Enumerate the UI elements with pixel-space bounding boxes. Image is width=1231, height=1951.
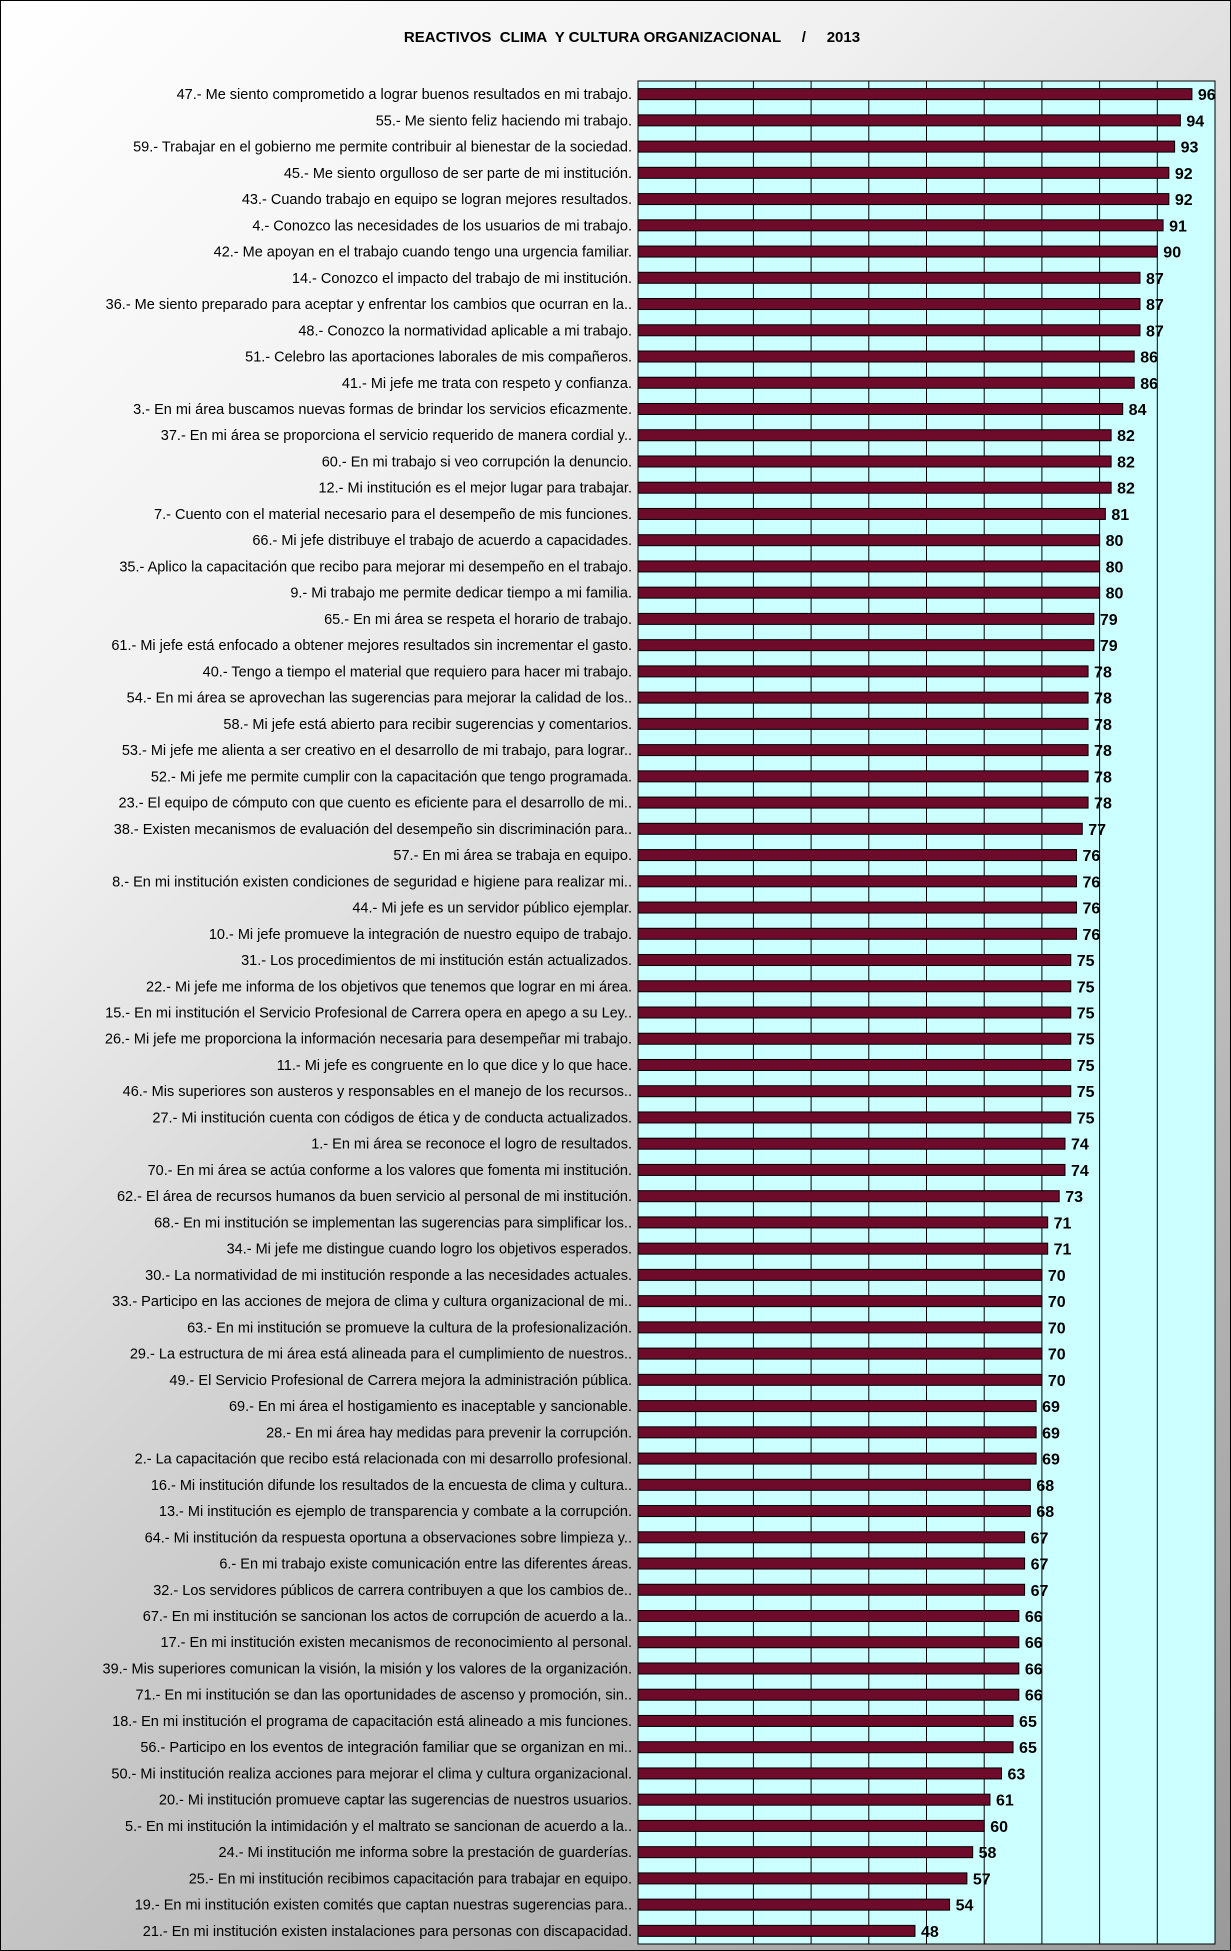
bar xyxy=(638,272,1140,283)
value-label: 67 xyxy=(1030,1530,1049,1548)
bar xyxy=(638,1611,1019,1622)
category-label: 70.- En mi área se actúa conforme a los valores que fomenta mi institución. xyxy=(147,1162,632,1179)
bar xyxy=(638,194,1169,205)
bar xyxy=(638,666,1088,677)
bar xyxy=(638,141,1175,152)
bar xyxy=(638,1637,1019,1648)
value-label: 67 xyxy=(1030,1582,1049,1600)
bar xyxy=(638,1715,1013,1726)
bar xyxy=(638,220,1163,231)
chart-title: REACTIVOS CLIMA Y CULTURA ORGANIZACIONAL / 2013 xyxy=(403,29,861,46)
category-label: 71.- En mi institución se dan las oportunidades de ascenso y promoción, sin.. xyxy=(135,1687,632,1704)
category-label: 64.- Mi institución da respuesta oportuna a observaciones sobre limpieza y.. xyxy=(144,1530,632,1547)
value-label: 70 xyxy=(1047,1346,1066,1364)
value-label: 57 xyxy=(972,1871,991,1889)
value-label: 86 xyxy=(1140,375,1159,393)
category-label: 43.- Cuando trabajo en equipo se logran mejores resultados. xyxy=(241,192,632,209)
category-label: 59.- Trabajar en el gobierno me permite contribuir al bienestar de la sociedad. xyxy=(133,139,632,156)
category-label: 63.- En mi institución se promueve la cultura de la profesionalización. xyxy=(187,1320,632,1337)
bar-chart xyxy=(1,1,1230,1950)
value-label: 61 xyxy=(995,1792,1014,1810)
bar xyxy=(638,403,1123,414)
bar xyxy=(638,430,1111,441)
bar xyxy=(638,1689,1019,1700)
category-label: 18.- En mi institución el programa de capacitación está alineado a mis funciones. xyxy=(112,1713,632,1730)
bar xyxy=(638,508,1105,519)
value-label: 75 xyxy=(1076,979,1095,997)
bar xyxy=(638,482,1111,493)
category-label: 54.- En mi área se aprovechan las sugerencias para mejorar la calidad de los.. xyxy=(126,690,632,707)
value-label: 63 xyxy=(1007,1766,1026,1784)
category-label: 9.- Mi trabajo me permite dedicar tiempo a mi familia. xyxy=(290,585,632,602)
category-label: 41.- Mi jefe me trata con respeto y confianza. xyxy=(341,375,632,392)
bar xyxy=(638,115,1180,126)
value-label: 77 xyxy=(1088,821,1107,839)
bar xyxy=(638,797,1088,808)
category-label: 4.- Conozco las necesidades de los usuarios de mi trabajo. xyxy=(252,218,632,235)
bar xyxy=(638,1269,1042,1280)
value-label: 81 xyxy=(1111,506,1130,524)
category-label: 13.- Mi institución es ejemplo de transparencia y combate a la corrupción. xyxy=(158,1504,632,1521)
bar xyxy=(638,1033,1071,1044)
bar xyxy=(638,561,1100,572)
category-label: 2.- La capacitación que recibo está relacionada con mi desarrollo profesional. xyxy=(134,1451,632,1468)
category-label: 45.- Me siento orgulloso de ser parte de mi institución. xyxy=(283,165,632,182)
value-label: 69 xyxy=(1042,1425,1060,1443)
bar xyxy=(638,1584,1025,1595)
bar xyxy=(638,1374,1042,1385)
value-label: 76 xyxy=(1082,874,1101,892)
bar xyxy=(638,1558,1025,1569)
category-label: 51.- Celebro las aportaciones laborales de mis compañeros. xyxy=(245,349,632,366)
bar xyxy=(638,351,1134,362)
value-label: 68 xyxy=(1036,1477,1055,1495)
value-label: 78 xyxy=(1094,795,1112,813)
value-label: 65 xyxy=(1019,1740,1037,1758)
bar xyxy=(638,1007,1071,1018)
bar xyxy=(638,1086,1071,1097)
value-label: 87 xyxy=(1145,323,1164,341)
category-label: 31.- Los procedimientos de mi institución están actualizados. xyxy=(241,953,632,970)
category-label: 38.- Existen mecanismos de evaluación del desempeño sin discriminación para.. xyxy=(113,821,632,838)
value-label: 74 xyxy=(1070,1136,1089,1154)
category-label: 20.- Mi institución promueve captar las sugerencias de nuestros usuarios. xyxy=(158,1792,632,1809)
bar xyxy=(638,955,1071,966)
value-label: 69 xyxy=(1042,1451,1060,1469)
value-label: 82 xyxy=(1117,428,1135,446)
bar xyxy=(638,1112,1071,1123)
value-label: 75 xyxy=(1076,1110,1095,1128)
bar xyxy=(638,823,1082,834)
value-label: 70 xyxy=(1047,1294,1066,1312)
value-label: 78 xyxy=(1094,664,1112,682)
bar xyxy=(638,1059,1071,1070)
value-label: 80 xyxy=(1105,533,1124,551)
value-label: 58 xyxy=(978,1845,997,1863)
bar xyxy=(638,587,1100,598)
category-label: 26.- Mi jefe me proporciona la información necesaria para desempeñar mi trabajo. xyxy=(104,1031,632,1048)
bar xyxy=(638,981,1071,992)
category-label: 58.- Mi jefe está abierto para recibir sugerencias y comentarios. xyxy=(223,716,632,733)
category-label: 10.- Mi jefe promueve la integración de nuestro equipo de trabajo. xyxy=(208,926,632,943)
bar xyxy=(638,718,1088,729)
category-label: 16.- Mi institución difunde los resultados de la encuesta de clima y cultura.. xyxy=(150,1477,632,1494)
bar xyxy=(638,1348,1042,1359)
bar xyxy=(638,246,1157,257)
category-label: 5.- En mi institución la intimidación y el maltrato se sancionan de acuerdo a la.. xyxy=(125,1818,632,1835)
value-label: 78 xyxy=(1094,690,1112,708)
value-label: 79 xyxy=(1099,638,1118,656)
category-label: 65.- En mi área se respeta el horario de trabajo. xyxy=(324,611,632,628)
bar xyxy=(638,1322,1042,1333)
category-label: 42.- Me apoyan en el trabajo cuando tengo una urgencia familiar. xyxy=(213,244,632,261)
bar xyxy=(638,1899,950,1910)
bar xyxy=(638,1138,1065,1149)
value-label: 70 xyxy=(1047,1267,1066,1285)
category-label: 34.- Mi jefe me distingue cuando logro los objetivos esperados. xyxy=(226,1241,632,1258)
bar xyxy=(638,745,1088,756)
value-label: 92 xyxy=(1174,165,1193,183)
category-label: 50.- Mi institución realiza acciones para mejorar el clima y cultura organizacional. xyxy=(111,1766,632,1783)
category-label: 40.- Tengo a tiempo el material que requiero para hacer mi trabajo. xyxy=(202,664,632,681)
category-label: 62.- El área de recursos humanos da buen servicio al personal de mi institución. xyxy=(116,1189,632,1206)
category-label: 21.- En mi institución existen instalaciones para personas con discapacidad. xyxy=(142,1923,632,1940)
value-label: 84 xyxy=(1128,401,1147,419)
category-label: 36.- Me siento preparado para aceptar y enfrentar los cambios que ocurran en la.. xyxy=(105,297,632,314)
category-label: 1.- En mi área se reconoce el logro de resultados. xyxy=(311,1136,632,1153)
bar xyxy=(638,640,1094,651)
category-label: 17.- En mi institución existen mecanismos de reconocimiento al personal. xyxy=(160,1635,632,1652)
category-label: 3.- En mi área buscamos nuevas formas de brindar los servicios eficazmente. xyxy=(133,401,632,418)
category-label: 27.- Mi institución cuenta con códigos de ética y de conducta actualizados. xyxy=(152,1110,632,1127)
bar xyxy=(638,1217,1048,1228)
category-label: 35.- Aplico la capacitación que recibo para mejorar mi desempeño en el trabajo. xyxy=(119,559,632,576)
value-label: 75 xyxy=(1076,1005,1095,1023)
category-label: 60.- En mi trabajo si veo corrupción la denuncio. xyxy=(321,454,632,471)
value-label: 82 xyxy=(1117,480,1135,498)
category-label: 30.- La normatividad de mi institución responde a las necesidades actuales. xyxy=(145,1267,632,1284)
category-label: 22.- Mi jefe me informa de los objetivos que tenemos que lograr en mi área. xyxy=(146,979,632,996)
category-label: 46.- Mis superiores son austeros y responsables en el manejo de los recursos.. xyxy=(122,1084,632,1101)
bar xyxy=(638,1479,1030,1490)
bar xyxy=(638,928,1077,939)
value-label: 78 xyxy=(1094,743,1112,761)
bar xyxy=(638,1820,984,1831)
value-label: 86 xyxy=(1140,349,1159,367)
bar xyxy=(638,1427,1036,1438)
bar xyxy=(638,1401,1036,1412)
bar xyxy=(638,1873,967,1884)
category-label: 47.- Me siento comprometido a lograr buenos resultados en mi trabajo. xyxy=(176,87,632,104)
category-label: 11.- Mi jefe es congruente en lo que dice y lo que hace. xyxy=(276,1057,632,1074)
category-label: 23.- El equipo de cómputo con que cuento es eficiente para el desarrollo de mi.. xyxy=(118,795,632,812)
value-label: 76 xyxy=(1082,900,1101,918)
category-label: 44.- Mi jefe es un servidor público ejemplar. xyxy=(352,900,632,917)
bar xyxy=(638,299,1140,310)
bar xyxy=(638,535,1100,546)
category-label: 37.- En mi área se proporciona el servicio requerido de manera cordial y.. xyxy=(160,428,632,445)
value-label: 93 xyxy=(1180,139,1199,157)
bar xyxy=(638,1925,915,1936)
bar xyxy=(638,1453,1036,1464)
value-label: 66 xyxy=(1024,1661,1043,1679)
category-label: 28.- En mi área hay medidas para prevenir la corrupción. xyxy=(266,1425,632,1442)
value-label: 78 xyxy=(1094,716,1112,734)
value-label: 70 xyxy=(1047,1372,1066,1390)
category-label: 69.- En mi área el hostigamiento es inaceptable y sancionable. xyxy=(228,1399,632,1416)
value-label: 66 xyxy=(1024,1609,1043,1627)
category-label: 68.- En mi institución se implementan las sugerencias para simplificar los.. xyxy=(154,1215,632,1232)
value-label: 82 xyxy=(1117,454,1135,472)
value-label: 87 xyxy=(1145,270,1164,288)
bar xyxy=(638,1296,1042,1307)
category-label: 52.- Mi jefe me permite cumplir con la capacitación que tengo programada. xyxy=(150,769,632,786)
value-label: 79 xyxy=(1099,611,1118,629)
bar xyxy=(638,850,1077,861)
value-label: 54 xyxy=(955,1897,974,1915)
category-label: 19.- En mi institución existen comités que captan nuestras sugerencias para.. xyxy=(134,1897,632,1914)
category-label: 48.- Conozco la normatividad aplicable a mi trabajo. xyxy=(298,323,632,340)
value-label: 75 xyxy=(1076,953,1095,971)
value-label: 71 xyxy=(1053,1241,1072,1259)
bar xyxy=(638,1768,1002,1779)
category-label: 12.- Mi institución es el mejor lugar para trabajar. xyxy=(318,480,632,497)
value-label: 78 xyxy=(1094,769,1112,787)
category-label: 25.- En mi institución recibimos capacitación para trabajar en equipo. xyxy=(188,1871,632,1888)
category-label: 33.- Participo en las acciones de mejora de clima y cultura organizacional de mi.. xyxy=(112,1294,632,1311)
category-label: 55.- Me siento feliz haciendo mi trabajo. xyxy=(375,113,632,130)
value-label: 96 xyxy=(1197,87,1216,105)
bar xyxy=(638,456,1111,467)
bar xyxy=(638,771,1088,782)
value-label: 65 xyxy=(1019,1713,1037,1731)
category-label: 61.- Mi jefe está enfocado a obtener mejores resultados sin incrementar el gasto. xyxy=(111,638,632,655)
category-label: 15.- En mi institución el Servicio Profesional de Carrera opera en apego a su Ley.. xyxy=(105,1005,632,1022)
category-label: 8.- En mi institución existen condiciones de seguridad e higiene para realizar mi.. xyxy=(112,874,632,891)
value-label: 60 xyxy=(990,1818,1008,1836)
category-label: 67.- En mi institución se sancionan los actos de corrupción de acuerdo a la.. xyxy=(142,1609,632,1626)
category-label: 7.- Cuento con el material necesario para el desempeño de mis funciones. xyxy=(154,506,632,523)
value-label: 76 xyxy=(1082,926,1101,944)
value-label: 70 xyxy=(1047,1320,1066,1338)
value-label: 94 xyxy=(1186,113,1205,131)
category-label: 24.- Mi institución me informa sobre la prestación de guarderías. xyxy=(218,1845,632,1862)
value-label: 75 xyxy=(1076,1031,1095,1049)
value-label: 80 xyxy=(1105,585,1124,603)
value-label: 48 xyxy=(920,1923,939,1941)
bar xyxy=(638,325,1140,336)
value-label: 75 xyxy=(1076,1084,1095,1102)
bar xyxy=(638,1794,990,1805)
bar xyxy=(638,1663,1019,1674)
category-label: 56.- Participo en los eventos de integración familiar que se organizan en mi.. xyxy=(140,1740,632,1757)
category-label: 39.- Mis superiores comunican la visión, la misión y los valores de la organización. xyxy=(102,1661,632,1678)
bar xyxy=(638,692,1088,703)
value-label: 73 xyxy=(1065,1189,1084,1207)
value-label: 92 xyxy=(1174,192,1193,210)
bar xyxy=(638,1506,1030,1517)
bar xyxy=(638,1243,1048,1254)
bar xyxy=(638,876,1077,887)
value-label: 75 xyxy=(1076,1057,1095,1075)
bar xyxy=(638,377,1134,388)
category-label: 29.- La estructura de mi área está alineada para el cumplimiento de nuestros.. xyxy=(129,1346,632,1363)
value-label: 91 xyxy=(1169,218,1187,236)
value-label: 69 xyxy=(1042,1399,1060,1417)
category-label: 53.- Mi jefe me alienta a ser creativo en el desarrollo de mi trabajo, para lograr.. xyxy=(121,743,632,760)
bar xyxy=(638,1164,1065,1175)
value-label: 80 xyxy=(1105,559,1124,577)
value-label: 68 xyxy=(1036,1504,1055,1522)
bar xyxy=(638,167,1169,178)
value-label: 76 xyxy=(1082,848,1101,866)
category-label: 14.- Conozco el impacto del trabajo de mi institución. xyxy=(291,270,632,287)
bar xyxy=(638,1847,973,1858)
category-label: 57.- En mi área se trabaja en equipo. xyxy=(393,848,632,865)
bar xyxy=(638,902,1077,913)
category-label: 6.- En mi trabajo existe comunicación entre las diferentes áreas. xyxy=(219,1556,632,1573)
value-label: 66 xyxy=(1024,1687,1043,1705)
value-label: 74 xyxy=(1070,1162,1089,1180)
bar xyxy=(638,89,1192,100)
value-label: 71 xyxy=(1053,1215,1072,1233)
bar xyxy=(638,1191,1059,1202)
category-label: 32.- Los servidores públicos de carrera contribuyen a que los cambios de.. xyxy=(153,1582,632,1599)
value-label: 90 xyxy=(1163,244,1182,262)
value-label: 67 xyxy=(1030,1556,1049,1574)
value-label: 87 xyxy=(1145,297,1164,315)
category-label: 66.- Mi jefe distribuye el trabajo de acuerdo a capacidades. xyxy=(252,533,632,550)
bar xyxy=(638,1532,1025,1543)
bar xyxy=(638,613,1094,624)
value-label: 66 xyxy=(1024,1635,1043,1653)
bar xyxy=(638,1742,1013,1753)
category-label: 49.- El Servicio Profesional de Carrera mejora la administración pública. xyxy=(169,1372,632,1389)
